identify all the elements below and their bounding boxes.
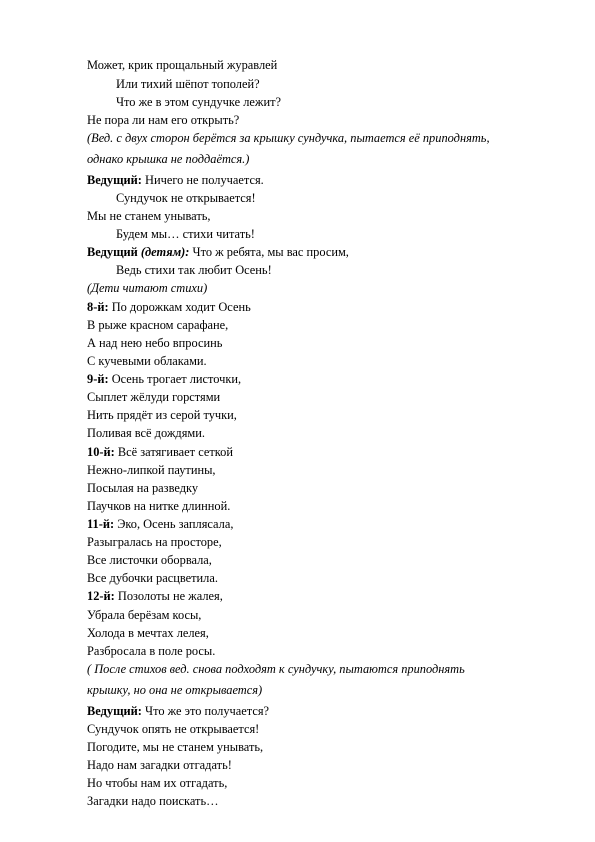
text-line [87,609,201,621]
text-line [87,114,239,126]
line-text: Надо нам загадки отгадать! [87,758,232,772]
stage-direction [87,132,490,144]
line-text: Паучков на нитке длинной. [87,499,231,513]
line-text: Все листочки оборвала, [87,553,212,567]
text-line [87,590,223,602]
text-line [87,777,227,789]
text-line [116,78,260,90]
stage-direction [87,153,249,165]
line-text: Но чтобы нам их отгадать, [87,776,228,790]
text-line [87,705,269,717]
text-line [87,645,215,657]
line-text: (Дети читают стихи) [87,281,208,295]
text-line [87,759,232,771]
text-line [116,96,281,108]
line-text: Нить прядёт из серой тучки, [87,408,237,422]
line-text: Что же это получается? [141,704,270,718]
text-line [87,409,237,421]
text-line [87,319,228,331]
stage-direction [87,684,262,696]
text-line [87,518,233,530]
line-text: А над нею небо впросинь [87,336,223,350]
text-line [116,228,255,240]
line-text: Будем мы… стихи читать! [116,227,255,241]
line-text: По дорожкам ходит Осень [108,300,251,314]
line-text: однако крышка не поддаётся.) [87,152,250,166]
text-line [87,446,233,458]
line-text: Не пора ли нам его открыть? [87,113,240,127]
text-line [87,427,205,439]
stage-direction [87,282,207,294]
text-line [116,264,272,276]
text-line [87,464,216,476]
line-text: Поливая всё дождями. [87,426,205,440]
line-text: (Вед. с двух сторон берётся за крышку сундучка, пытается её приподнять, [87,131,490,145]
speaker-label: 9-й: [87,372,109,386]
speaker-label: 11-й: [87,517,115,531]
line-text: С кучевыми облаками. [87,354,207,368]
line-text: Сыплет жёлуди горстями [87,390,221,404]
text-line [87,536,222,548]
text-line [87,59,277,71]
line-text: Загадки надо поискать… [87,794,219,808]
text-line [87,355,207,367]
line-text: В рыже красном сарафане, [87,318,229,332]
text-line [116,192,256,204]
speaker-label: 12-й: [87,589,115,603]
text-line [87,210,210,222]
text-line [87,373,241,385]
text-line [87,723,259,735]
speaker-note: (детям): [137,245,190,259]
line-text: Разбросала в поле росы. [87,644,216,658]
line-text: Сундучок не открывается! [116,191,256,205]
line-text: Может, крик прощальный журавлей [87,58,278,72]
line-text: Эко, Осень заплясала, [114,517,234,531]
text-line [87,337,222,349]
line-text: Убрала берёзам косы, [87,608,202,622]
text-line [87,627,209,639]
line-text: Нежно-липкой паутины, [87,463,216,477]
text-line [87,500,230,512]
text-line [87,741,263,753]
line-text: ( После стихов вед. снова подходят к сундучку, пытаются приподнять [87,662,465,676]
text-line [87,554,212,566]
line-text: Мы не станем унывать, [87,209,211,223]
line-text: Осень трогает листочки, [108,372,242,386]
line-text: Ведь стихи так любит Осень! [116,263,272,277]
text-line [87,482,198,494]
line-text: Всё затягивает сеткой [114,445,233,459]
speaker-label: 10-й: [87,445,115,459]
line-text: Холода в мечтах лелея, [87,626,209,640]
line-text: Разыгралась на просторе, [87,535,222,549]
line-text: Посылая на разведку [87,481,199,495]
line-text: Или тихий шёпот тополей? [116,77,260,91]
line-text: Сундучок опять не открывается! [87,722,260,736]
line-text: крышку, но она не открывается) [87,683,263,697]
line-text: Что ж ребята, мы вас просим, [189,245,349,259]
text-line [87,572,218,584]
speaker-label: 8-й: [87,300,109,314]
line-text: Ничего не получается. [141,173,264,187]
line-text: Что же в этом сундучке лежит? [116,95,281,109]
speaker-label: Ведущий: [87,173,142,187]
line-text: Погодите, мы не станем унывать, [87,740,264,754]
line-text: Позолоты не жалея, [114,589,223,603]
text-line [87,174,264,186]
stage-direction [87,663,465,675]
line-text: Все дубочки расцветила. [87,571,218,585]
text-line [87,246,349,258]
text-line [87,301,251,313]
speaker-label: Ведущий: [87,704,142,718]
text-line [87,795,219,807]
text-line [87,391,220,403]
speaker-label: Ведущий [87,245,138,259]
